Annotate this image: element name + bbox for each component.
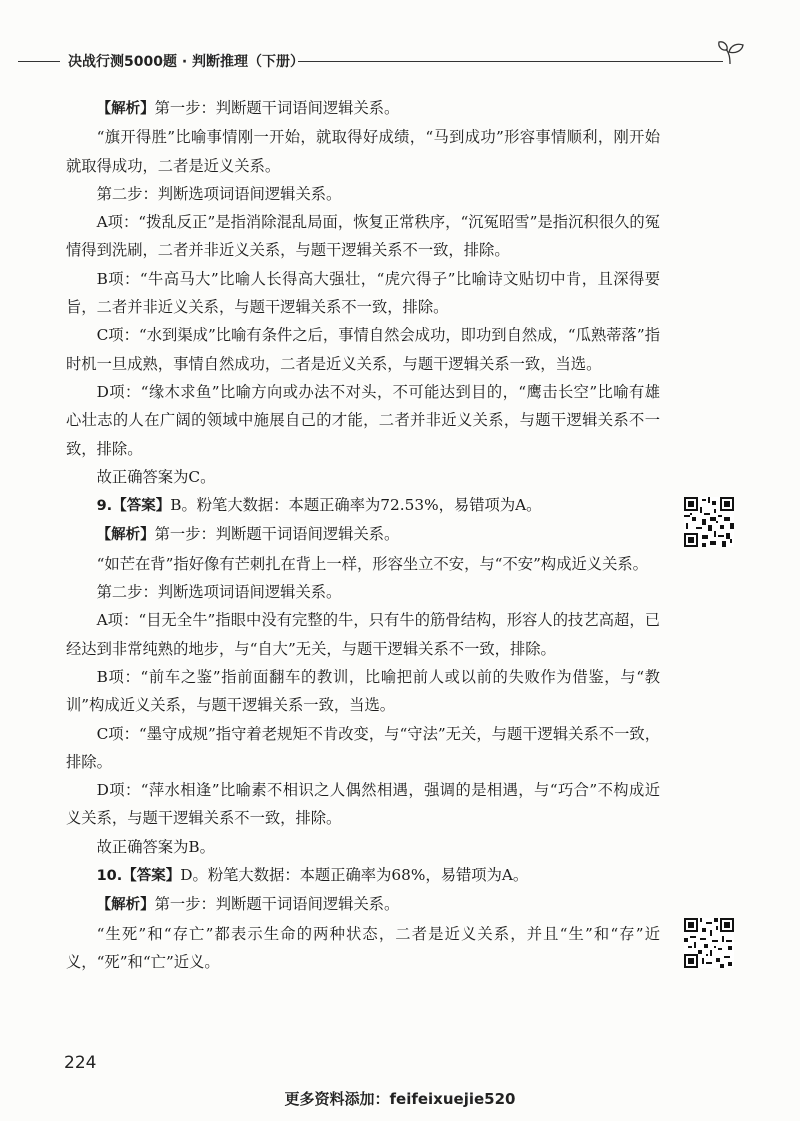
paragraph: D项：“缘木求鱼”比喻方向或办法不对头，不可能达到目的，“鹰击长空”比喻有雄心壮志的人在广阔的领域中施展自己的才能，二者并非近义关系，与题干逻辑关系不一致，排除。 (66, 382, 660, 458)
paragraph: B项：“前车之鉴”指前面翻车的教训，比喻把前人或以前的失败作为借鉴，与“教训”构成近义关系，与题干逻辑关系一致，当选。 (66, 667, 660, 715)
paragraph: A项：“目无全牛”指眼中没有完整的牛，只有牛的筋骨结构，形容人的技艺高超，已经达到非常纯熟的地步，与“自大”无关，与题干逻辑关系不一致，排除。 (66, 611, 660, 658)
paragraph: C项：“墨守成规”指守着老规矩不肯改变，与“守法”无关，与题干逻辑关系不一致，排除。 (66, 724, 660, 771)
footer-note: 更多资料添加：feifeixuejie520 (284, 1090, 516, 1108)
answer-label: 9.【答案】 (96, 498, 171, 515)
paragraph: “旗开得胜”比喻事情刚一开始，就取得好成绩，“马到成功”形容事情顺利，刚开始就取得成功，二者是近义关系。 (66, 128, 660, 175)
paragraph: 故正确答案为B。 (96, 837, 215, 856)
paragraph: A项：“拨乱反正”是指消除混乱局面，恢复正常秩序，“沉冤昭雪”是指沉积很久的冤情得到洗刷，二者并非近义关系，与题干逻辑关系不一致，排除。 (66, 213, 660, 260)
paragraph: B项：“牛高马大”比喻人长得高大强壮，“虎穴得子”比喻诗文贴切中肯，且深得要旨，二者并非近义关系，与题干逻辑关系不一致，排除。 (66, 269, 660, 317)
qr-code-icon[interactable] (684, 918, 734, 968)
header-rule-left (18, 61, 60, 62)
paragraph: “如芒在背”指好像有芒刺扎在背上一样，形容坐立不安，与“不安”构成近义关系。 (96, 554, 648, 573)
paragraph: 第二步：判断选项词语间逻辑关系。 (96, 583, 342, 602)
sprout-icon (717, 40, 747, 66)
paragraph: 【解析】第一步：判断题干词语间逻辑关系。 (96, 895, 400, 914)
page-number: 224 (64, 1053, 97, 1073)
book-title: 决战行测5000题 · 判断推理（下册） (68, 54, 305, 70)
analysis-label: 【解析】 (96, 101, 155, 117)
analysis-label: 【解析】 (96, 527, 155, 544)
qr-code-icon[interactable] (684, 497, 734, 547)
answer-explanations (66, 94, 660, 976)
paragraph: 10.【答案】D。粉笔大数据：本题正确率为68%，易错项为A。 (96, 866, 529, 885)
paragraph: 【解析】第一步：判断题干词语间逻辑关系。 (96, 99, 400, 117)
paragraph: 9.【答案】B。粉笔大数据：本题正确率为72.53%，易错项为A。 (96, 496, 542, 515)
paragraph: “生死”和“存亡”都表示生命的两种状态，二者是近义关系，并且“生”和“存”近义，“死”和“亡”近义。 (66, 924, 660, 971)
paragraph: 【解析】第一步：判断题干词语间逻辑关系。 (96, 525, 400, 544)
answer-label: 10.【答案】 (96, 868, 181, 885)
running-header (0, 50, 800, 72)
header-rule-right (298, 61, 723, 62)
paragraph: C项：“水到渠成”比喻有条件之后，事情自然会成功，即功到自然成，“瓜熟蒂落”指时机一旦成熟，事情自然成功，二者是近义关系，与题干逻辑关系一致，当选。 (66, 326, 660, 373)
paragraph: 故正确答案为C。 (96, 467, 216, 486)
analysis-label: 【解析】 (96, 897, 155, 914)
paragraph: 第二步：判断选项词语间逻辑关系。 (96, 184, 342, 203)
paragraph: D项：“萍水相逢”比喻素不相识之人偶然相遇，强调的是相遇，与“巧合”不构成近义关系，与题干逻辑关系不一致，排除。 (66, 781, 660, 828)
